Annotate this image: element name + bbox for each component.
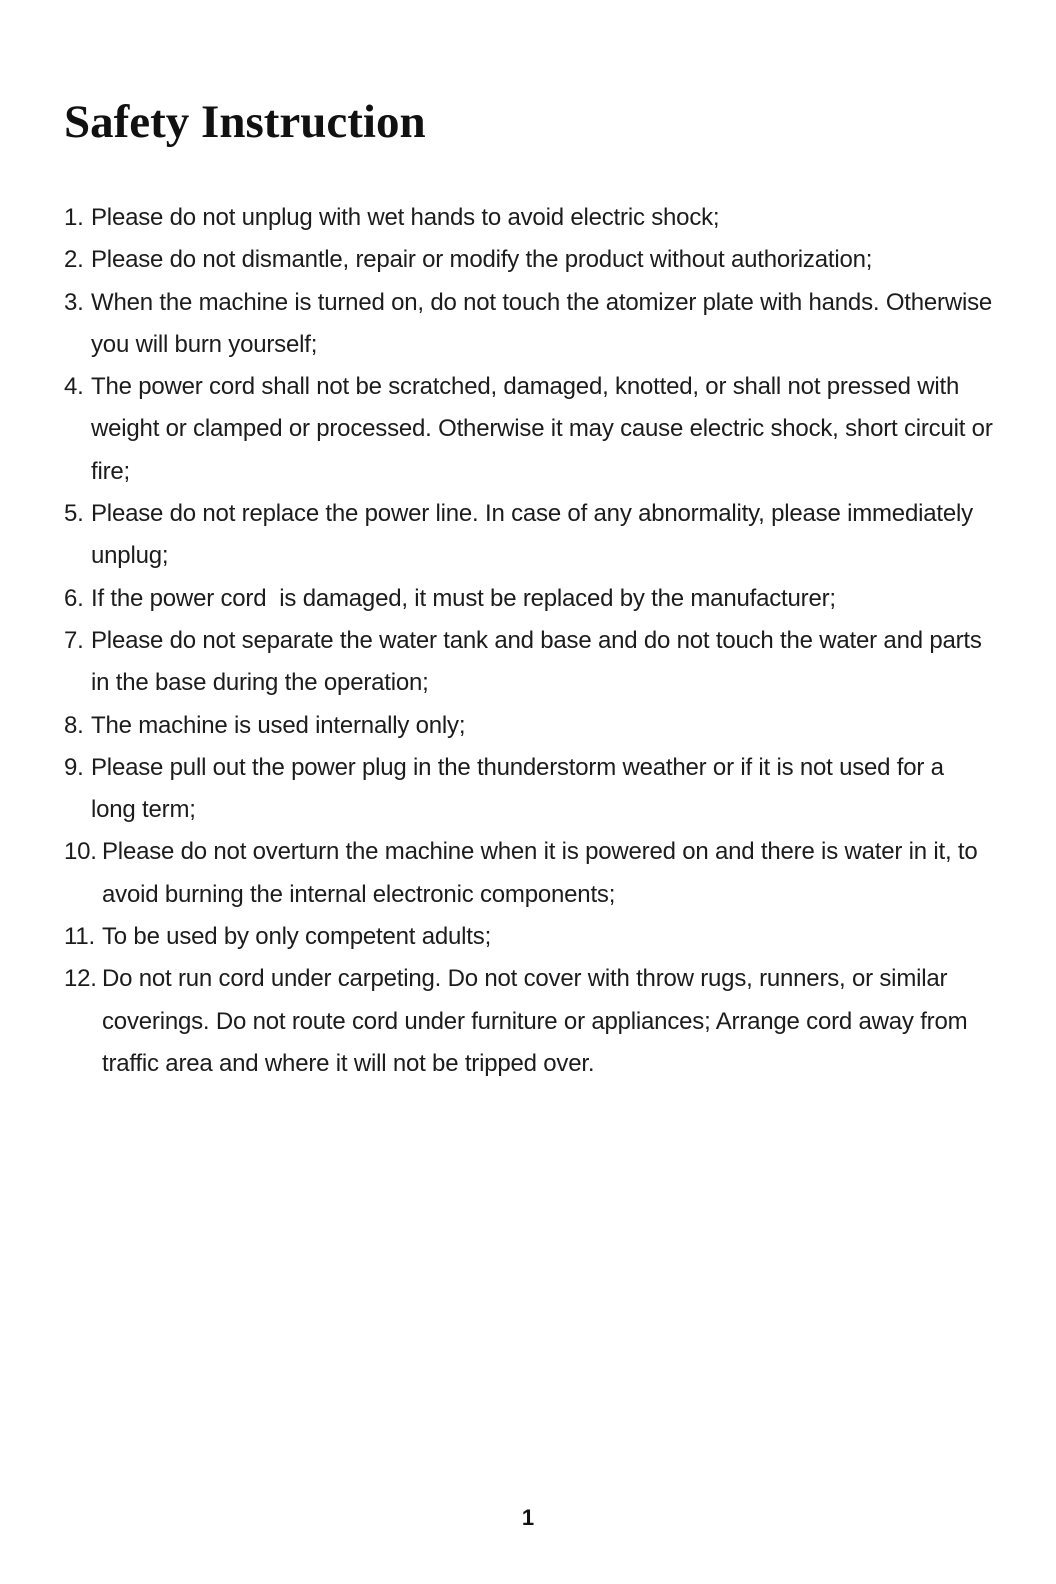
page-number: 1 bbox=[521, 1505, 535, 1530]
item-number: 1. bbox=[64, 204, 84, 231]
safety-instruction-list bbox=[64, 197, 994, 1085]
list-item-11 bbox=[64, 916, 994, 958]
list-item-5 bbox=[64, 493, 994, 578]
item-text: If the power cord is damaged, it must be replaced by the manufacturer; bbox=[91, 584, 836, 612]
page-title: Safety Instruction bbox=[64, 96, 426, 148]
item-number: 3. bbox=[64, 288, 84, 316]
item-text: To be used by only competent adults; bbox=[102, 923, 492, 951]
item-number: 12. bbox=[64, 965, 97, 993]
list-item-10 bbox=[64, 831, 994, 916]
list-item-9 bbox=[64, 747, 994, 832]
item-text: When the machine is turned on, do not touch the atomizer plate with hands. Otherwise you will burn yourself; bbox=[91, 288, 993, 358]
item-number: 8. bbox=[64, 711, 84, 739]
list-item-8 bbox=[64, 705, 994, 747]
list-item-6 bbox=[64, 578, 994, 620]
item-text: Please do not overturn the machine when it is powered on and there is water in it, to avoid burning the internal electronic components; bbox=[102, 838, 978, 908]
item-number: 4. bbox=[64, 373, 84, 401]
list-item-1 bbox=[64, 197, 994, 239]
item-number: 7. bbox=[64, 626, 84, 654]
item-text: Please do not dismantle, repair or modify the product without authorization; bbox=[91, 246, 873, 274]
list-item-3 bbox=[64, 282, 994, 367]
list-item-4 bbox=[64, 366, 994, 493]
item-text: Do not run cord under carpeting. Do not cover with throw rugs, runners, or similar coverings. Do not route cord under furniture or appliances; Arrange cord away from traffic area and where it will not be tripped over. bbox=[102, 965, 968, 1077]
item-text: Please pull out the power plug in the thunderstorm weather or if it is not used for a long term; bbox=[91, 753, 944, 824]
item-text: The power cord shall not be scratched, damaged, knotted, or shall not pressed with weight or clamped or processed. Otherwise it may cause electric shock, short circuit or fire; bbox=[91, 373, 993, 485]
item-number: 11. bbox=[64, 923, 95, 951]
list-item-7 bbox=[64, 620, 994, 705]
list-item-2 bbox=[64, 239, 994, 281]
item-number: 10. bbox=[64, 838, 97, 866]
item-text: Please do not unplug with wet hands to avoid electric shock; bbox=[91, 204, 720, 231]
item-text: The machine is used internally only; bbox=[91, 711, 466, 739]
item-text: Please do not replace the power line. In case of any abnormality, please immediately unplug; bbox=[91, 500, 973, 570]
item-number: 2. bbox=[64, 246, 84, 274]
list-item-12 bbox=[64, 958, 994, 1085]
item-number: 5. bbox=[64, 500, 84, 528]
item-number: 9. bbox=[64, 753, 84, 781]
item-number: 6. bbox=[64, 584, 84, 612]
item-text: Please do not separate the water tank and base and do not touch the water and parts in the base during the operation; bbox=[91, 626, 982, 697]
